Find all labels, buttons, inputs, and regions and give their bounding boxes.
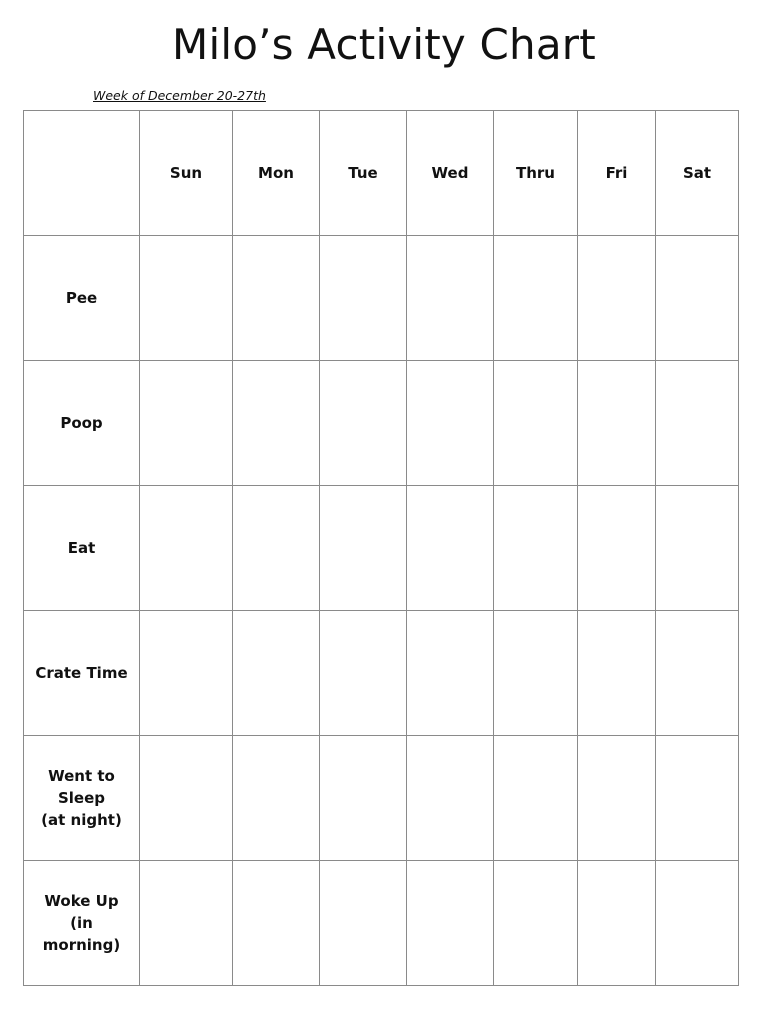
activity-table [23, 110, 739, 986]
entry-cell-mon[interactable] [233, 611, 320, 736]
entry-cell-tue[interactable] [320, 611, 407, 736]
row-label-cell [24, 861, 140, 986]
entry-cell-fri[interactable] [578, 611, 656, 736]
table-row [24, 861, 739, 986]
day-header-mon: Mon [233, 111, 320, 236]
week-subtitle: Week of December 20-27th [93, 88, 266, 103]
entry-cell-fri[interactable] [578, 486, 656, 611]
row-label-cell [24, 361, 140, 486]
corner-cell [24, 111, 140, 236]
day-header-fri: Fri [578, 111, 656, 236]
entry-cell-fri[interactable] [578, 236, 656, 361]
entry-cell-tue[interactable] [320, 736, 407, 861]
entry-cell-sun[interactable] [140, 611, 233, 736]
entry-cell-thru[interactable] [494, 611, 578, 736]
entry-cell-thru[interactable] [494, 861, 578, 986]
entry-cell-mon[interactable] [233, 861, 320, 986]
entry-cell-tue[interactable] [320, 486, 407, 611]
header-row [24, 111, 739, 236]
entry-cell-fri[interactable] [578, 361, 656, 486]
row-label: Poop [60, 414, 103, 432]
row-label: Pee [65, 289, 98, 307]
row-label: Eat [67, 539, 96, 557]
entry-cell-sun[interactable] [140, 861, 233, 986]
entry-cell-sun[interactable] [140, 236, 233, 361]
entry-cell-wed[interactable] [407, 361, 494, 486]
row-label: Went to Sleep (at night) [41, 767, 122, 829]
entry-cell-tue[interactable] [320, 361, 407, 486]
table-row [24, 236, 739, 361]
entry-cell-wed[interactable] [407, 236, 494, 361]
table-row [24, 736, 739, 861]
row-label: Crate Time [35, 664, 128, 682]
entry-cell-sun[interactable] [140, 736, 233, 861]
entry-cell-thru[interactable] [494, 236, 578, 361]
row-label-cell [24, 236, 140, 361]
entry-cell-mon[interactable] [233, 736, 320, 861]
table-row [24, 486, 739, 611]
entry-cell-sat[interactable] [656, 736, 739, 861]
table-row [24, 611, 739, 736]
row-label: Woke Up (in morning) [42, 892, 121, 954]
entry-cell-sat[interactable] [656, 611, 739, 736]
entry-cell-sat[interactable] [656, 486, 739, 611]
entry-cell-wed[interactable] [407, 861, 494, 986]
entry-cell-sun[interactable] [140, 486, 233, 611]
entry-cell-mon[interactable] [233, 361, 320, 486]
entry-cell-sat[interactable] [656, 861, 739, 986]
entry-cell-thru[interactable] [494, 361, 578, 486]
entry-cell-wed[interactable] [407, 486, 494, 611]
entry-cell-thru[interactable] [494, 486, 578, 611]
day-header-sat: Sat [656, 111, 739, 236]
entry-cell-wed[interactable] [407, 736, 494, 861]
entry-cell-mon[interactable] [233, 236, 320, 361]
entry-cell-fri[interactable] [578, 736, 656, 861]
day-header-sun: Sun [140, 111, 233, 236]
entry-cell-sat[interactable] [656, 361, 739, 486]
table-row [24, 361, 739, 486]
entry-cell-tue[interactable] [320, 861, 407, 986]
row-label-cell [24, 486, 140, 611]
entry-cell-wed[interactable] [407, 611, 494, 736]
row-label-cell [24, 736, 140, 861]
day-header-wed: Wed [407, 111, 494, 236]
entry-cell-sun[interactable] [140, 361, 233, 486]
entry-cell-fri[interactable] [578, 861, 656, 986]
entry-cell-thru[interactable] [494, 736, 578, 861]
day-header-tue: Tue [320, 111, 407, 236]
entry-cell-tue[interactable] [320, 236, 407, 361]
day-header-thru: Thru [494, 111, 578, 236]
page-title: Milo’s Activity Chart [172, 20, 596, 69]
entry-cell-mon[interactable] [233, 486, 320, 611]
entry-cell-sat[interactable] [656, 236, 739, 361]
row-label-cell [24, 611, 140, 736]
